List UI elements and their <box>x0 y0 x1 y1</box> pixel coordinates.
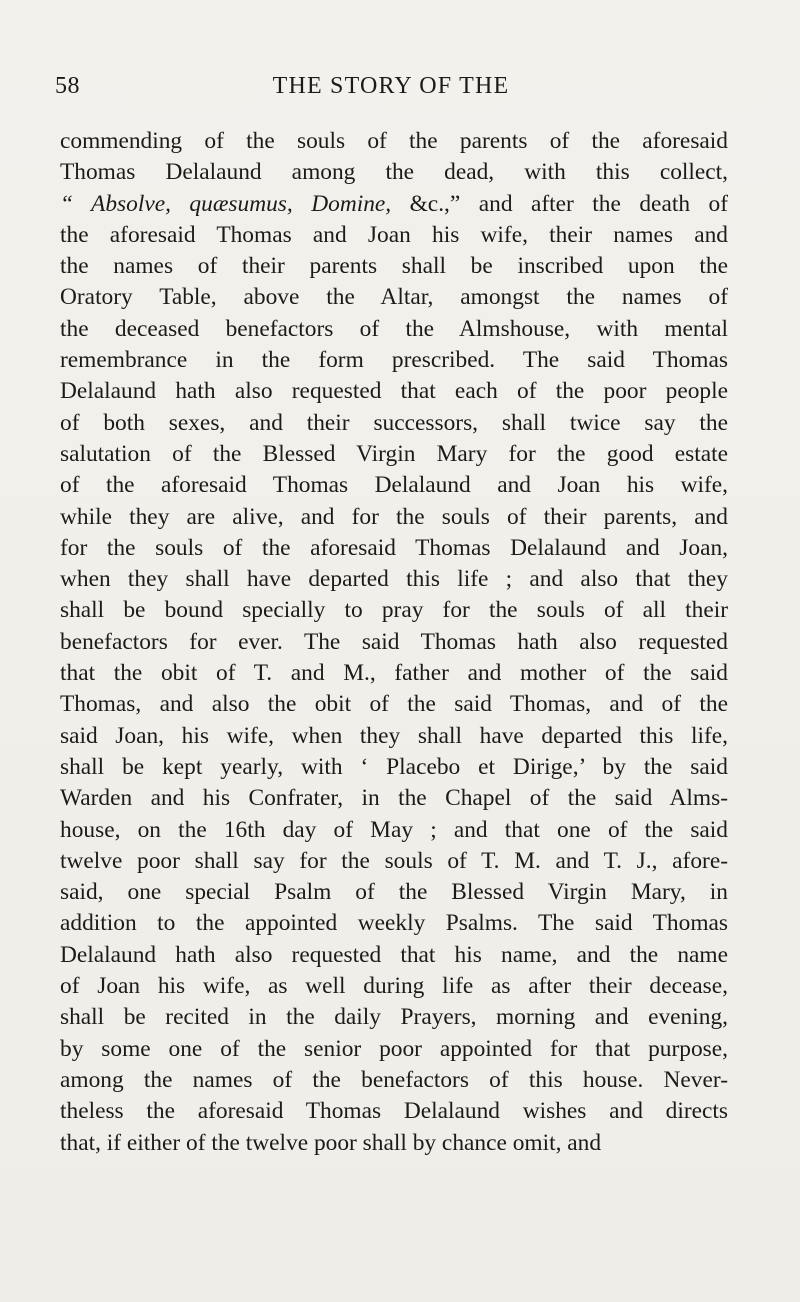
page-number: 58 <box>55 73 80 99</box>
text-line: shall be kept yearly, with ‘ Placebo et Dirige,’ by the said <box>60 753 728 780</box>
text-line-rest: &c.,” and after the death of <box>391 190 728 217</box>
text-line: the aforesaid Thomas and Joan his wife, their names and <box>60 221 728 248</box>
text-line: house, on the 16th day of May ; and that one of the said <box>60 816 728 843</box>
text-line: Warden and his Confrater, in the Chapel of the said Alms- <box>60 785 728 812</box>
text-line: Oratory Table, above the Altar, amongst the names of <box>60 284 728 311</box>
text-line: when they shall have departed this life ; and also that they <box>60 566 728 593</box>
text-line: commending of the souls of the parents of the aforesaid <box>60 128 728 154</box>
text-line: among the names of the benefactors of this house. Never- <box>60 1066 728 1093</box>
text-line <box>60 189 728 220</box>
text-line: twelve poor shall say for the souls of T. M. and T. J., afore- <box>60 847 728 874</box>
text-line: said Joan, his wife, when they shall have departed this life, <box>60 722 728 749</box>
text-line: by some one of the senior poor appointed for that purpose, <box>60 1035 728 1062</box>
text-line: benefactors for ever. The said Thomas hath also requested <box>60 628 728 655</box>
text-line: Thomas Delalaund among the dead, with this collect, <box>60 159 728 186</box>
text-line: that the obit of T. and M., father and mother of the said <box>60 660 728 687</box>
text-line: for the souls of the aforesaid Thomas Delalaund and Joan, <box>60 534 728 561</box>
text-line: Delalaund hath also requested that each of the poor people <box>60 378 728 405</box>
text-line: the names of their parents shall be inscribed upon the <box>60 253 728 280</box>
running-title: THE STORY OF THE <box>272 73 510 99</box>
text-line: shall be recited in the daily Prayers, morning and evening, <box>60 1004 728 1031</box>
running-head <box>55 73 727 103</box>
text-line: of both sexes, and their successors, shall twice say the <box>60 409 728 436</box>
text-line: remembrance in the form prescribed. The said Thomas <box>60 347 728 374</box>
text-line: that, if either of the twelve poor shall by chance omit, and <box>60 1129 602 1156</box>
text-line: of the aforesaid Thomas Delalaund and Joan his wife, <box>60 472 728 499</box>
text-line: said, one special Psalm of the Blessed Virgin Mary, in <box>60 879 728 906</box>
text-line: shall be bound specially to pray for the souls of all their <box>60 597 728 624</box>
text-line: addition to the appointed weekly Psalms. The said Thomas <box>60 910 728 937</box>
text-line: theless the aforesaid Thomas Delalaund wishes and directs <box>60 1098 728 1125</box>
text-line: salutation of the Blessed Virgin Mary for the good estate <box>60 440 728 467</box>
body-text <box>60 126 728 1159</box>
italic-collect-title: “ Absolve, quæsumus, Domine, <box>60 190 392 217</box>
text-line: the deceased benefactors of the Almshouse, with mental <box>60 315 728 342</box>
text-line: of Joan his wife, as well during life as after their decease, <box>60 973 728 1000</box>
text-line: while they are alive, and for the souls of their parents, and <box>60 503 728 530</box>
text-line: Delalaund hath also requested that his name, and the name <box>60 941 728 968</box>
text-line: Thomas, and also the obit of the said Thomas, and of the <box>60 691 728 718</box>
